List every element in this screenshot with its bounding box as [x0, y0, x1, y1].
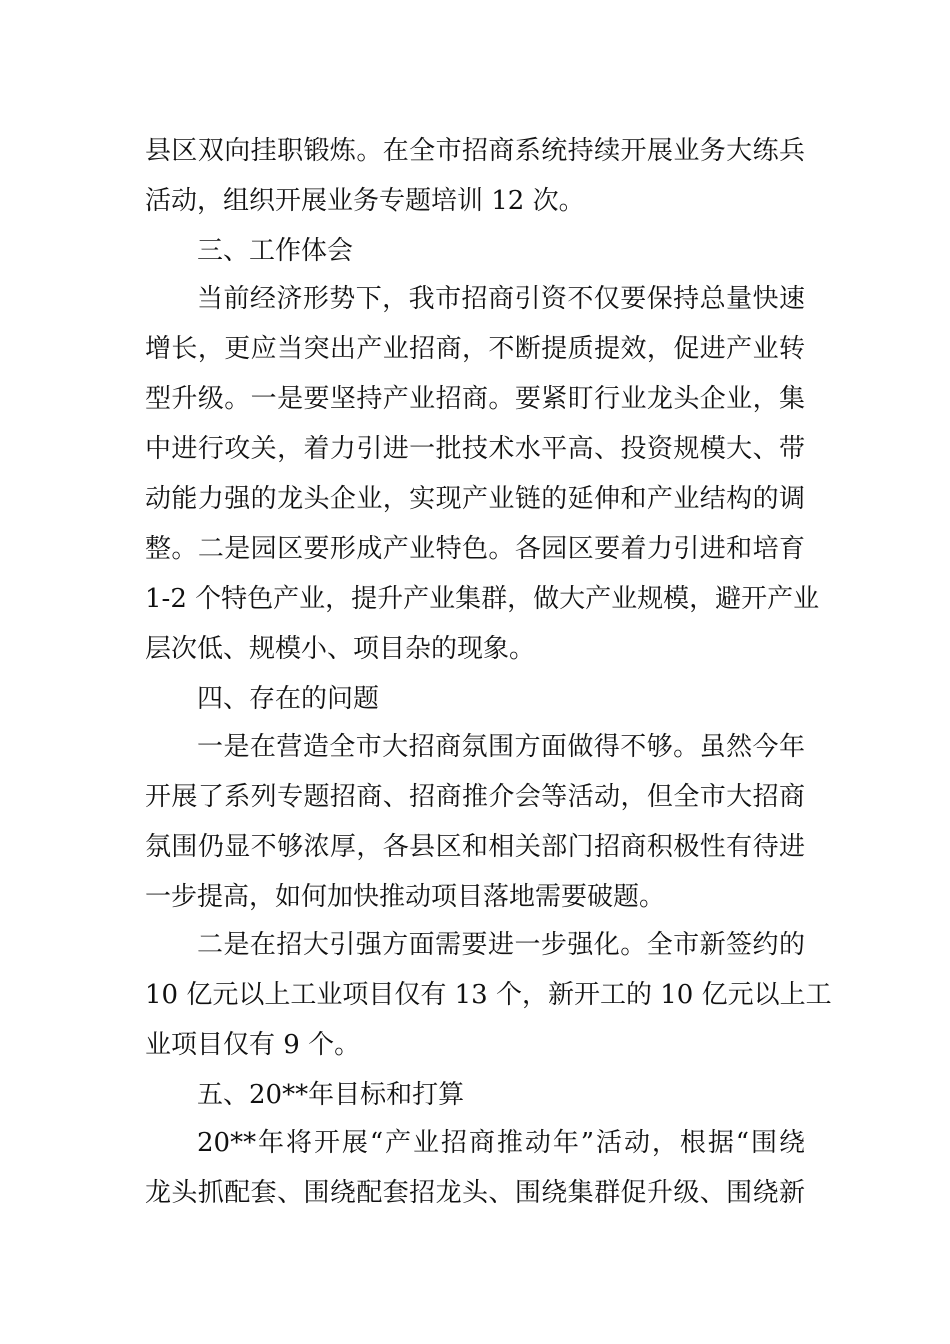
- section-heading-problems: 四、存在的问题: [197, 684, 380, 714]
- body-text-line: 动能力强的龙头企业，实现产业链的延伸和产业结构的调: [145, 484, 805, 514]
- body-text-line: 10 亿元以上工业项目仅有 13 个，新开工的 10 亿元以上工: [145, 980, 832, 1010]
- body-text-line: 一步提高，如何加快推动项目落地需要破题。: [145, 882, 666, 912]
- body-text-line: 二是在招大引强方面需要进一步强化。全市新签约的: [197, 930, 805, 960]
- body-text-line: 县区双向挂职锻炼。在全市招商系统持续开展业务大练兵: [145, 136, 805, 166]
- body-text-line: 业项目仅有 9 个。: [145, 1030, 361, 1060]
- body-text-line: 增长，更应当突出产业招商，不断提质提效，促进产业转: [145, 334, 805, 364]
- section-heading-work-experience: 三、工作体会: [197, 236, 354, 266]
- body-text-line: 层次低、规模小、项目杂的现象。: [145, 634, 536, 664]
- body-text-line: 一是在营造全市大招商氛围方面做得不够。虽然今年: [197, 732, 805, 762]
- body-text-line: 中进行攻关，着力引进一批技术水平高、投资规模大、带: [145, 434, 805, 464]
- body-text-line: 活动，组织开展业务专题培训 12 次。: [145, 186, 585, 216]
- body-text-line: 1-2 个特色产业，提升产业集群，做大产业规模，避开产业: [145, 584, 820, 614]
- body-text-line: 龙头抓配套、围绕配套招龙头、围绕集群促升级、围绕新: [145, 1178, 805, 1208]
- section-heading-goals-and-plans: 五、20**年目标和打算: [197, 1080, 465, 1110]
- body-text-line: 氛围仍显不够浓厚，各县区和相关部门招商积极性有待进: [145, 832, 805, 862]
- body-text-line: 开展了系列专题招商、招商推介会等活动，但全市大招商: [145, 782, 805, 812]
- body-text-line: 整。二是园区要形成产业特色。各园区要着力引进和培育: [145, 534, 805, 564]
- body-text-line: 当前经济形势下，我市招商引资不仅要保持总量快速: [197, 284, 805, 314]
- body-text-line: 型升级。一是要坚持产业招商。要紧盯行业龙头企业，集: [145, 384, 805, 414]
- body-text-line: 20**年将开展“产业招商推动年”活动，根据“围绕: [197, 1128, 805, 1158]
